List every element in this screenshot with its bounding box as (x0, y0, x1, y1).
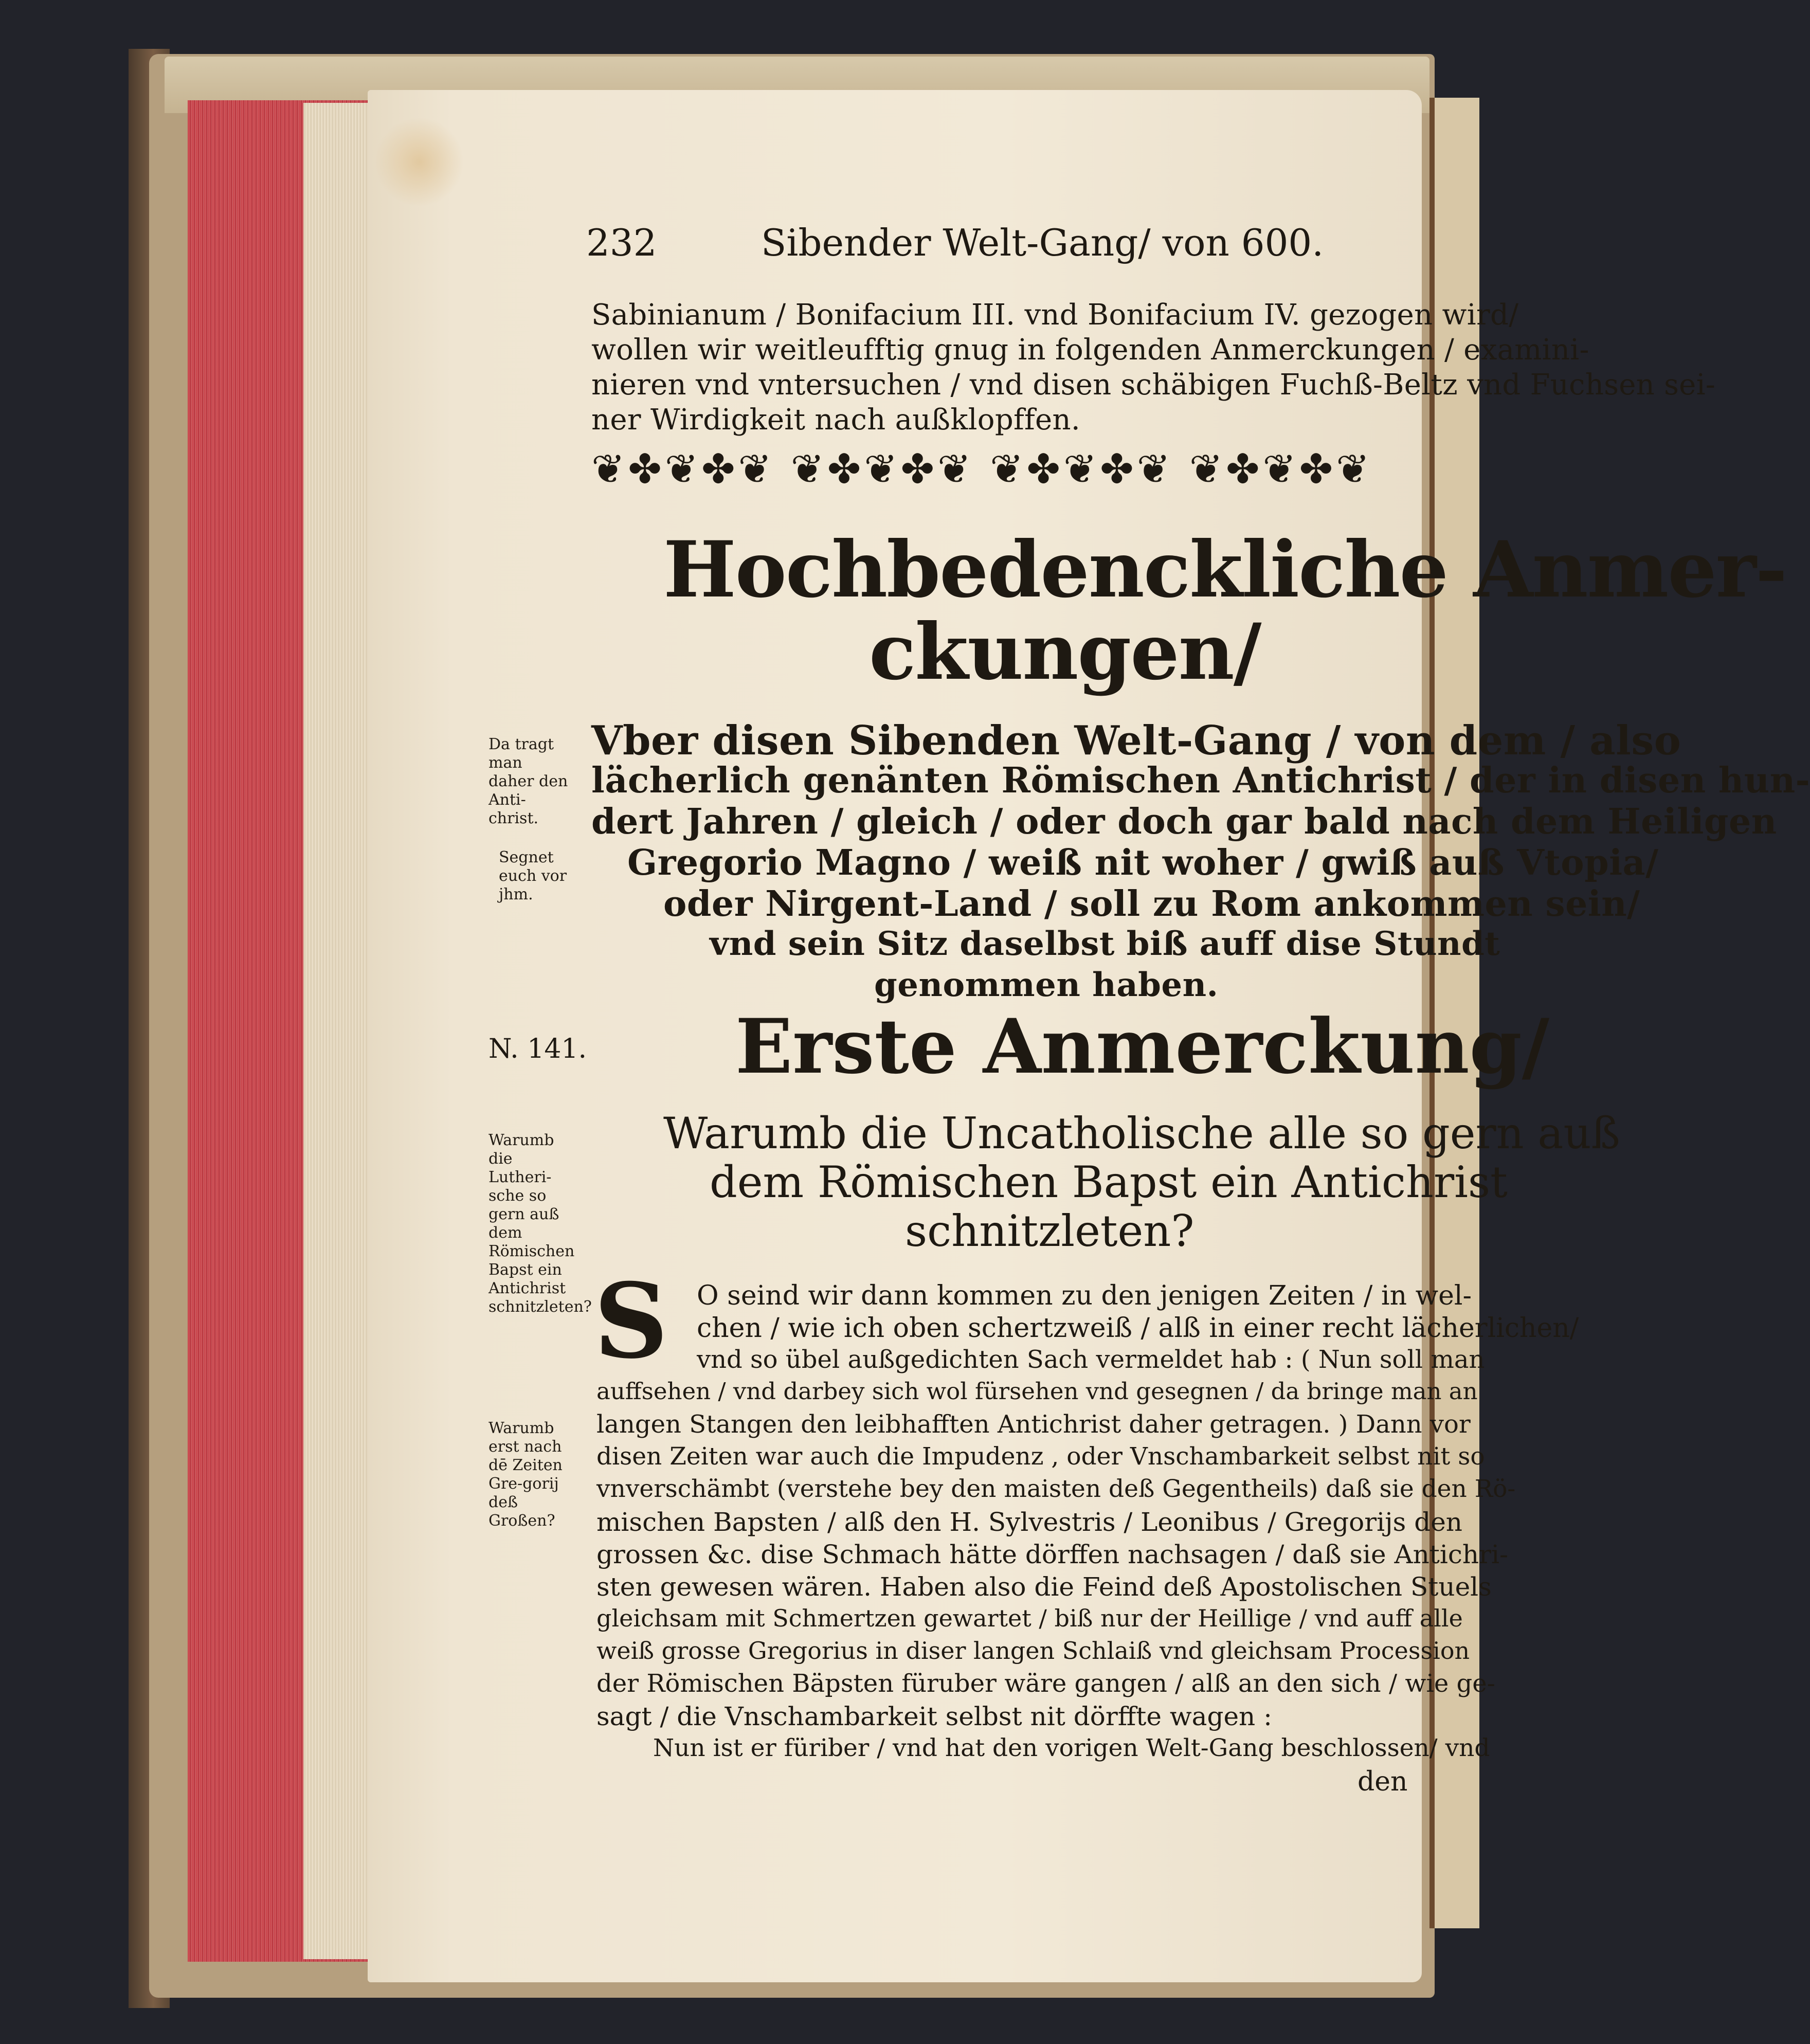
question-line: Warumb die Uncatholische alle so gern auß (663, 1108, 1620, 1159)
subheading-line: oder Nirgent-Land / soll zu Rom ankommen sein/ (663, 883, 1640, 925)
margin-note: Warumb die Lutheri-sche so gern auß dem Römischen Bapst ein Antichrist schnitzleten? (488, 1131, 592, 1316)
ornament-band: ❦✤❦✤❦ ❦✤❦✤❦ ❦✤❦✤❦ ❦✤❦✤❦ (591, 446, 1373, 493)
section-title: Erste Anmerckung/ (735, 1003, 1550, 1091)
page-number: 232 (586, 221, 657, 264)
paper-stain (373, 118, 465, 206)
body-line: Nun ist er füriber / vnd hat den vorigen Welt-Gang beschlossen/ vnd (653, 1734, 1490, 1762)
body-line: mischen Bapsten / alß den H. Sylvestris / Leonibus / Gregorijs den (596, 1507, 1463, 1537)
body-line: sten gewesen wären. Haben also die Feind deß Apostolischen Stuels (596, 1572, 1492, 1602)
margin-note: Da tragt man daher den Anti-christ. (488, 735, 568, 827)
margin-note: Segnet euch vor jhm. (499, 848, 567, 903)
body-line: disen Zeiten war auch die Impudenz , oder Vnschambarkeit selbst nit so (596, 1442, 1485, 1471)
main-heading-line1: Hochbedenckliche Anmer- (663, 524, 1787, 615)
body-line: chen / wie ich oben schertzweiß / alß in einer recht lächerlichen/ (697, 1313, 1579, 1344)
intro-line: Sabinianum / Bonifacium III. vnd Bonifacium IV. gezogen wird/ (591, 298, 1519, 332)
drop-cap: S (594, 1261, 668, 1382)
body-line: vnd so übel außgedichten Sach vermeldet hab : ( Nun soll man (697, 1345, 1485, 1374)
body-line: vnverschämbt (verstehe bey den maisten deß Gegentheils) daß sie den Rö- (596, 1475, 1516, 1503)
subheading-line: dert Jahren / gleich / oder doch gar bald nach dem Heiligen (591, 801, 1777, 842)
subheading-line: Gregorio Magno / weiß nit woher / gwiß auß Vtopia/ (627, 842, 1659, 883)
intro-line: nieren vnd vntersuchen / vnd disen schäbigen Fuchß-Beltz vnd Fuchsen sei- (591, 368, 1716, 402)
running-title: Sibender Welt-Gang/ von 600. (761, 221, 1324, 264)
page-edge-stack (303, 103, 373, 1959)
subheading-line: vnd sein Sitz daselbst biß auff dise Stundt (710, 925, 1500, 963)
main-heading-line2: ckungen/ (869, 607, 1261, 697)
body-line: gleichsam mit Schmertzen gewartet / biß nur der Heillige / vnd auff alle (596, 1604, 1463, 1632)
body-line: langen Stangen den leibhafften Antichrist daher getragen. ) Dann vor (596, 1410, 1471, 1439)
body-line: auffsehen / vnd darbey sich wol fürsehen vnd gesegnen / da bringe man an (596, 1378, 1478, 1405)
catchword: den (1358, 1766, 1408, 1797)
margin-note: Warumb erst nach dē Zeiten Gre-gorij deß Großen? (488, 1419, 563, 1530)
subheading-line: Vber disen Sibenden Welt-Gang / von dem / also (591, 717, 1681, 764)
question-line: dem Römischen Bapst ein Antichrist (710, 1157, 1508, 1207)
section-number: N. 141. (488, 1034, 587, 1064)
body-line: der Römischen Bäpsten füruber wäre gangen / alß an den sich / wie ge- (596, 1669, 1495, 1698)
body-line: grossen &c. dise Schmach hätte dörffen nachsagen / daß sie Antichri- (596, 1540, 1508, 1569)
body-line: weiß grosse Gregorius in diser langen Schlaiß vnd gleichsam Procession (596, 1637, 1470, 1665)
body-line: O seind wir dann kommen zu den jenigen Zeiten / in wel- (697, 1280, 1472, 1311)
question-line: schnitzleten? (905, 1206, 1194, 1256)
subheading-line: genommen haben. (874, 966, 1219, 1004)
intro-line: wollen wir weitleufftig gnug in folgenden Anmerckungen / examini- (591, 333, 1589, 367)
intro-line: ner Wirdigkeit nach außklopffen. (591, 403, 1080, 437)
subheading-line: lächerlich genänten Römischen Antichrist / der in disen hun- (591, 760, 1810, 801)
body-line: sagt / die Vnschambarkeit selbst nit dörffte wagen : (596, 1702, 1272, 1731)
